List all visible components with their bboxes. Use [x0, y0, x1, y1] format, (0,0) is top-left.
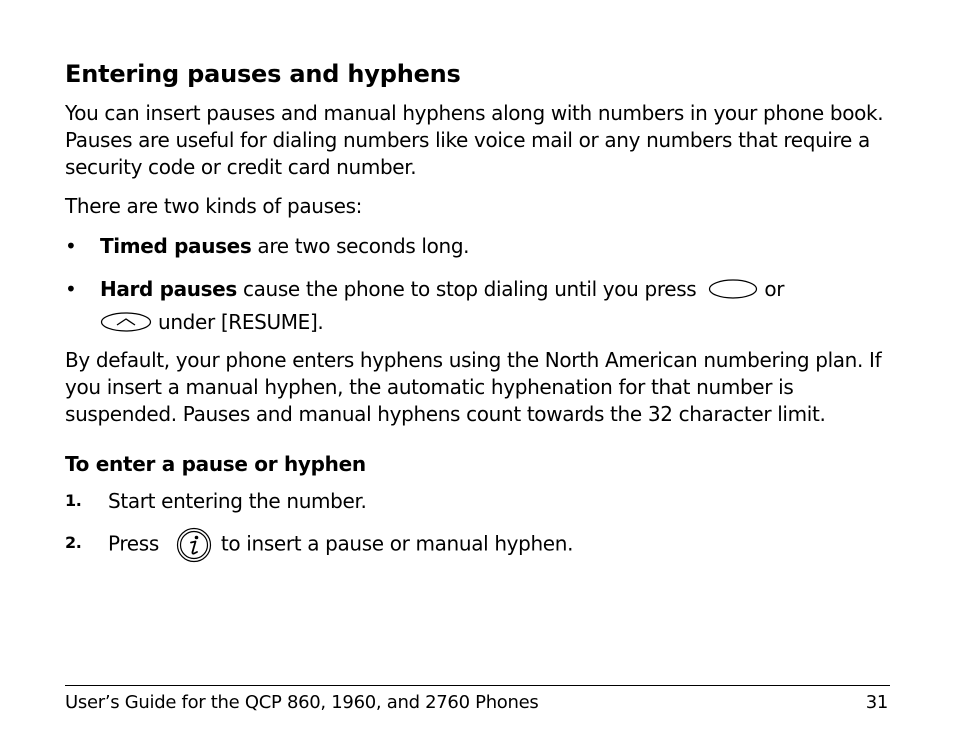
or-text: or: [764, 277, 785, 301]
bullet-term: Timed pauses: [100, 234, 252, 258]
step-text: Start entering the number.: [108, 489, 367, 513]
section-heading: Entering pauses and hyphens: [65, 60, 461, 88]
bullet-hard-pauses: [65, 273, 890, 339]
manual-page: [65, 58, 890, 563]
bullet-marker: •: [65, 234, 77, 258]
hyphen-note: By default, your phone enters hyphens using the North American numbering plan. If you insert a manual hyphen, the automatic hyphenation for that number is suspended. Pauses and manual hyphens count towards the 32 character limit.: [65, 348, 882, 426]
kinds-intro: There are two kinds of pauses:: [65, 194, 363, 218]
step-text-before: Press: [108, 531, 159, 556]
up-arrow-softkey-icon: [100, 311, 152, 333]
bullet-text: are two seconds long.: [251, 234, 470, 258]
bullet-text-after: under [RESUME].: [158, 310, 324, 334]
bullet-term: Hard pauses: [100, 277, 237, 301]
page-number: 31: [865, 692, 888, 713]
step-2: [65, 527, 890, 563]
bullet-text: cause the phone to stop dialing until you press: [236, 277, 697, 301]
blank-softkey-icon: [708, 278, 758, 300]
footer-title: User’s Guide for the QCP 860, 1960, and 2760 Phones: [65, 692, 539, 713]
step-number: 1.: [65, 491, 82, 510]
page-footer: [65, 691, 890, 715]
footer-divider: [65, 685, 890, 686]
step-text-after: to insert a pause or manual hyphen.: [220, 531, 574, 556]
info-key-icon: [175, 527, 213, 563]
step-number: 2.: [65, 533, 82, 552]
procedure-heading: To enter a pause or hyphen: [65, 452, 366, 476]
step-1: [65, 485, 890, 517]
intro-paragraph: You can insert pauses and manual hyphens along with numbers in your phone book. Pauses are useful for dialing numbers like voice mail or any numbers that require a security code or credit card number.: [65, 101, 884, 179]
bullet-timed-pauses: [65, 230, 890, 263]
bullet-marker: •: [65, 277, 77, 301]
